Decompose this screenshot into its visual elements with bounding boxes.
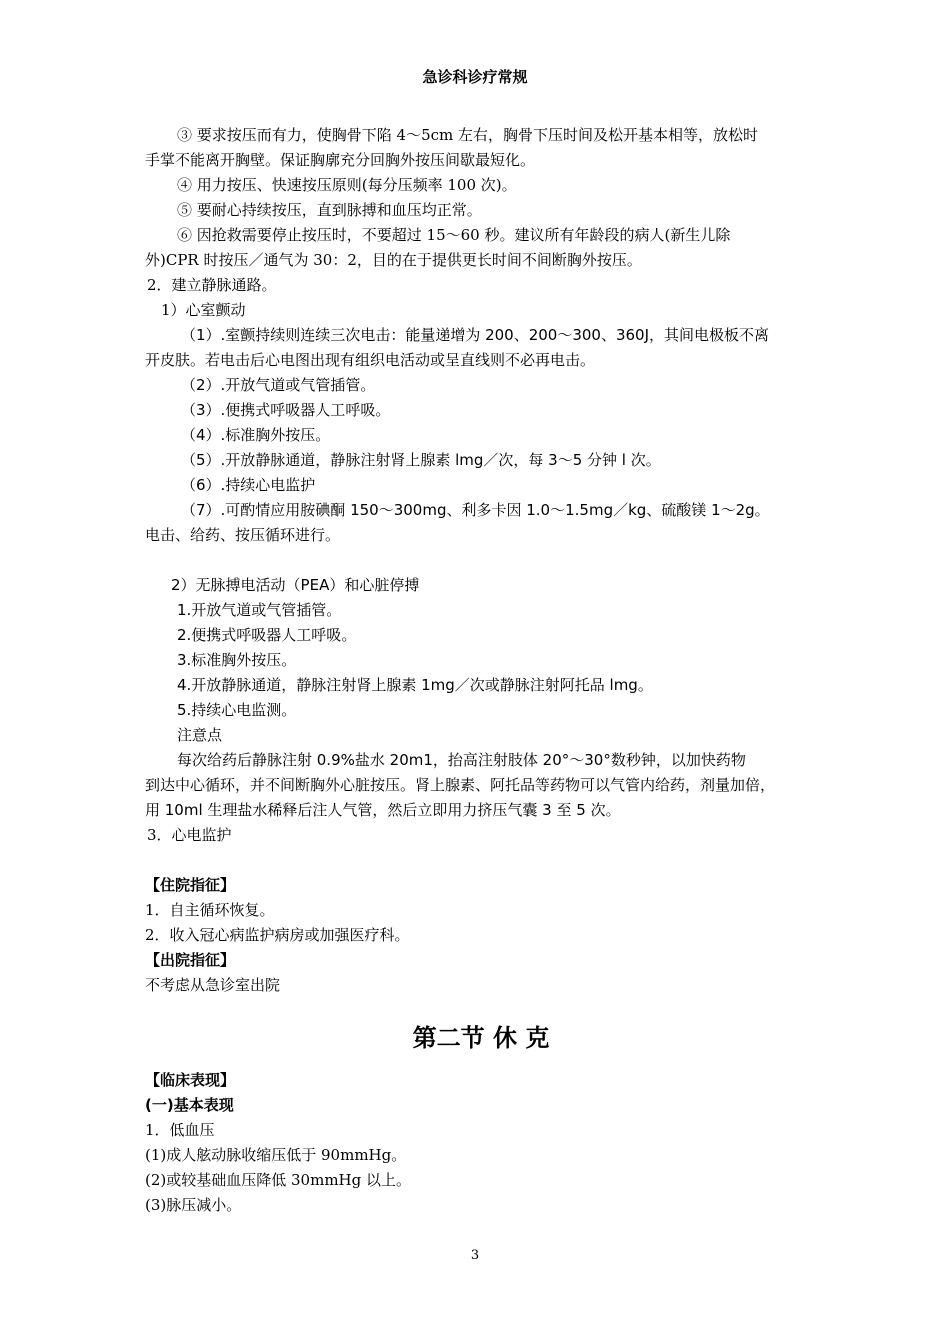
text-line: 到达中心循环，并不间断胸外心脏按压。肾上腺素、阿托品等药物可以气管内给药，剂量加倍， <box>145 776 776 794</box>
heading-basic: (一)基本表现 <box>145 1096 234 1114</box>
text-line: 电击、给药、按压循环进行。 <box>145 526 341 544</box>
heading-discharge: 【出院指征】 <box>145 951 236 969</box>
text-line: ③ 要求按压而有力，使胸骨下陷 4～5cm 左右，胸骨下压时间及松开基本相等，放松时 <box>177 126 759 144</box>
text-line: 用 10ml 生理盐水稀释后注人气管，然后立即用力挤压气囊 3 至 5 次。 <box>145 801 621 819</box>
text-line: 1．低血压 <box>145 1121 215 1139</box>
text-line: (3)脉压减小。 <box>145 1196 242 1214</box>
text-line: 开皮肤。若电击后心电图出现有组织电活动或呈直线则不必再电击。 <box>145 351 596 369</box>
document-body <box>145 123 817 1218</box>
heading-clinical: 【临床表现】 <box>145 1071 236 1089</box>
text-line: （3）.便携式呼吸器人工呼吸。 <box>181 401 391 419</box>
text-line: 5.持续心电监测。 <box>177 701 297 719</box>
text-line: 3．心电监护 <box>147 826 232 844</box>
text-line: 2.便携式呼吸器人工呼吸。 <box>177 626 357 644</box>
text-line: （6）.持续心电监护 <box>181 476 316 494</box>
text-line: 每次给药后静脉注射 0.9%盐水 20m1，抬高注射肢体 20°～30°数秒钟，以加快药物 <box>177 751 746 769</box>
text-line: （2）.开放气道或气管插管。 <box>181 376 376 394</box>
text-line: 2．建立静脉通路。 <box>147 276 277 294</box>
text-line: 3.标准胸外按压。 <box>177 651 297 669</box>
section-title: 第二节 休 克 <box>412 1023 550 1052</box>
heading-admission: 【住院指征】 <box>145 876 236 894</box>
text-line: ⑥ 因抢救需要停止按压时，不要超过 15～60 秒。建议所有年龄段的病人(新生儿除 <box>177 226 731 244</box>
text-line: 注意点 <box>177 726 223 744</box>
text-line: 不考虑从急诊室出院 <box>145 976 281 994</box>
text-line: 1．自主循环恢复。 <box>145 901 275 919</box>
text-line: （4）.标准胸外按压。 <box>181 426 331 444</box>
text-line: 1.开放气道或气管插管。 <box>177 601 342 619</box>
text-line: （1）.室颤持续则连续三次电击：能量递增为 200、200～300、360J，其间电极板不离 <box>181 326 770 344</box>
subheading-pea: 2）无脉搏电活动（PEA）和心脏停搏 <box>171 576 420 594</box>
text-line: ⑤ 要耐心持续按压，直到脉搏和血压均正常。 <box>177 201 482 219</box>
text-line: 手掌不能离开胸壁。保证胸廓充分回胸外按压间歇最短化。 <box>145 151 536 169</box>
spacer <box>145 548 817 573</box>
page-number: 3 <box>470 1248 480 1263</box>
text-line: (2)或较基础血压降低 30mmHg 以上。 <box>145 1171 412 1189</box>
subheading-vf: 1）心室颤动 <box>161 301 246 319</box>
page-header: 急诊科诊疗常规 <box>422 68 528 86</box>
text-line: 2．收入冠心病监护病房或加强医疗科。 <box>145 926 410 944</box>
spacer <box>145 848 817 873</box>
text-line: 4.开放静脉通道，静脉注射肾上腺素 1mg／次或静脉注射阿托品 lmg。 <box>177 676 653 694</box>
text-line: （7）.可酌情应用胺碘酮 150～300mg、利多卡因 1.0～1.5mg／kg、硫酸镁 1～2g。 <box>181 501 770 519</box>
text-line: （5）.开放静脉通道，静脉注射肾上腺素 lmg／次，每 3～5 分钟 l 次。 <box>181 451 661 469</box>
text-line: ④ 用力按压、快速按压原则(每分压频率 100 次)。 <box>177 176 517 194</box>
text-line: 外)CPR 时按压／通气为 30：2，目的在于提供更长时间不间断胸外按压。 <box>145 251 642 269</box>
text-line: (1)成人舷动脉收缩压低于 90mmHg。 <box>145 1146 407 1164</box>
